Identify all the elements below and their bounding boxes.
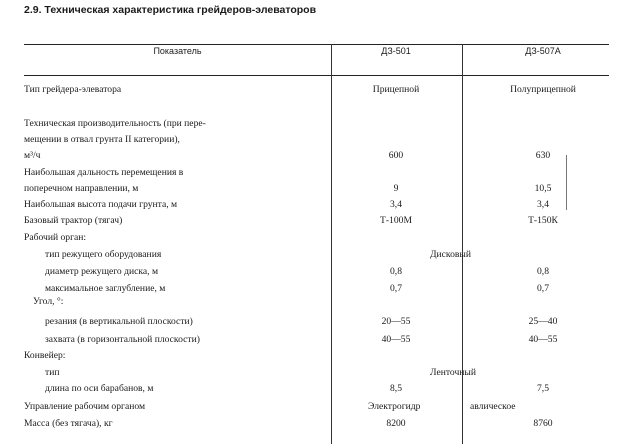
row-clen-label: длина по оси барабанов, м <box>45 383 154 394</box>
row-ctype-label: тип <box>45 367 60 378</box>
table-title: 2.9. Техническая характеристика грейдеров-элеваторов <box>24 4 317 16</box>
row-cut-v1: 20—55 <box>381 316 411 327</box>
row-equip-label: тип режущего оборудования <box>45 249 162 260</box>
row-prod-line1: Техническая производительность (при пере- <box>24 118 206 129</box>
row-grip-label: захвата (в горизонтальной плоскости) <box>45 334 200 345</box>
row-clen-v2: 7,5 <box>537 383 549 394</box>
row-mass-v2: 8760 <box>533 418 553 429</box>
header-col2: ДЗ-507А <box>525 46 561 56</box>
row-dist-v2: 10,5 <box>534 183 552 194</box>
row-disc-v1: 0,8 <box>390 266 402 277</box>
row-angle-label: Угол, °: <box>33 296 64 307</box>
row-equip-value: Дисковый <box>430 249 472 260</box>
table-top-rule <box>24 44 609 45</box>
row-tractor-v2: Т-150К <box>528 215 558 226</box>
header-col1: ДЗ-501 <box>381 46 411 56</box>
row-height-v1: 3,4 <box>390 199 402 210</box>
row-dist-line1: Наибольшая дальность перемещения в <box>24 167 184 178</box>
row-tractor-label: Базовый трактор (тягач) <box>24 215 123 226</box>
row-organ-label: Рабочий орган: <box>24 232 87 243</box>
row-prod-v2: 630 <box>535 150 551 161</box>
row-height-label: Наибольшая высота подачи грунта, м <box>24 199 178 210</box>
row-grip-v2: 40—55 <box>528 334 558 345</box>
row-tractor-v1: Т-100М <box>380 215 412 226</box>
row-ctrl-v2: авлическое <box>470 401 516 412</box>
row-mass-label: Масса (без тягача), кг <box>24 418 113 429</box>
row-ctype-value: Ленточный <box>430 367 476 378</box>
row-type-label: Тип грейдера-элеватора <box>24 84 122 95</box>
row-ctrl-v1: Электрогидр <box>368 401 421 412</box>
row-prod-line3: м³/ч <box>24 150 41 161</box>
row-dist-line2: поперечном направлении, м <box>24 183 139 194</box>
row-prod-line2: мещении в отвал грунта II категории), <box>24 134 180 145</box>
row-cut-label: резания (в вертикальной плоскости) <box>45 316 193 327</box>
row-cut-v2: 25—40 <box>528 316 558 327</box>
header-bottom-rule <box>24 75 609 76</box>
column-divider-2 <box>462 44 463 444</box>
row-type-v1: Прицепной <box>372 84 420 95</box>
row-depth-v1: 0,7 <box>390 283 402 294</box>
row-prod-v1: 600 <box>388 150 404 161</box>
row-disc-v2: 0,8 <box>537 266 549 277</box>
row-type-v2: Полуприцепной <box>510 84 576 95</box>
row-depth-v2: 0,7 <box>537 283 549 294</box>
row-grip-v1: 40—55 <box>381 334 411 345</box>
row-mass-v1: 8200 <box>386 418 406 429</box>
row-conv-label: Конвейер: <box>24 350 66 361</box>
row-ctrl-label: Управление рабочим органом <box>24 401 146 412</box>
row-depth-label: максимальное заглубление, м <box>45 283 166 294</box>
row-disc-label: диаметр режущего диска, м <box>45 266 159 277</box>
header-param: Показатель <box>153 46 202 56</box>
row-clen-v1: 8,5 <box>390 383 402 394</box>
row-dist-v1: 9 <box>393 183 399 194</box>
row-height-v2: 3,4 <box>537 199 549 210</box>
